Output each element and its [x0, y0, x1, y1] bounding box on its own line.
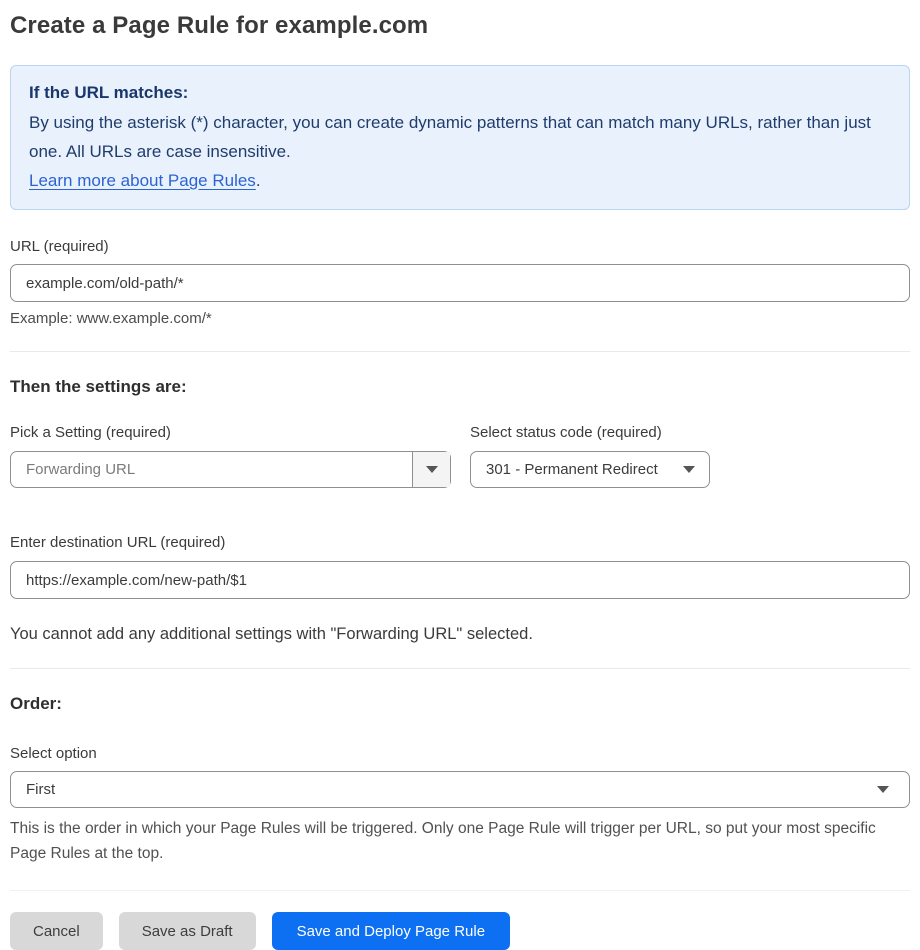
info-banner-body: By using the asterisk (*) character, you can create dynamic patterns that can match many URLs, rather than just one. All URLs are case insensitive. — [29, 113, 871, 161]
status-code-value: 301 - Permanent Redirect — [486, 461, 658, 478]
url-example-helper: Example: www.example.com/* — [10, 310, 212, 327]
section-divider — [10, 668, 910, 669]
chevron-down-icon — [683, 466, 695, 473]
destination-url-label: Enter destination URL (required) — [10, 534, 226, 551]
section-divider — [10, 351, 910, 352]
status-code-select[interactable] — [470, 451, 710, 488]
save-as-draft-button[interactable]: Save as Draft — [119, 912, 256, 950]
url-match-info-banner — [10, 65, 910, 210]
status-code-column — [470, 424, 710, 488]
learn-more-link[interactable]: Learn more about Page Rules — [29, 171, 256, 190]
order-select-label: Select option — [10, 745, 97, 762]
setting-picker-label: Pick a Setting (required) — [10, 424, 171, 441]
settings-row — [10, 424, 910, 488]
forwarding-url-note: You cannot add any additional settings with "Forwarding URL" selected. — [10, 625, 533, 643]
cancel-button[interactable]: Cancel — [10, 912, 103, 950]
order-section-heading: Order: — [10, 694, 62, 713]
form-actions — [10, 912, 910, 950]
save-and-deploy-button[interactable]: Save and Deploy Page Rule — [272, 912, 510, 950]
page-title: Create a Page Rule for example.com — [10, 12, 429, 39]
setting-picker-value: Forwarding URL — [26, 461, 136, 478]
info-banner-link-line — [29, 166, 891, 195]
setting-picker-arrow-button[interactable] — [412, 452, 450, 487]
url-input[interactable] — [10, 264, 910, 302]
status-code-label: Select status code (required) — [470, 424, 662, 441]
order-helper-text: This is the order in which your Page Rules will be triggered. Only one Page Rule will trigger per URL, so put your most specific Page Rules at the top. — [10, 820, 876, 862]
order-select[interactable] — [10, 771, 910, 808]
order-select-value: First — [26, 781, 56, 798]
footer-divider — [10, 890, 910, 891]
destination-url-input[interactable] — [10, 561, 910, 599]
url-field-label: URL (required) — [10, 238, 109, 255]
chevron-down-icon — [877, 786, 889, 793]
link-period: . — [255, 171, 261, 190]
chevron-down-icon — [426, 466, 438, 473]
info-banner-heading: If the URL matches: — [29, 83, 189, 102]
setting-picker-column — [10, 424, 451, 488]
settings-section-heading: Then the settings are: — [10, 377, 187, 396]
setting-picker-select[interactable] — [10, 451, 451, 488]
